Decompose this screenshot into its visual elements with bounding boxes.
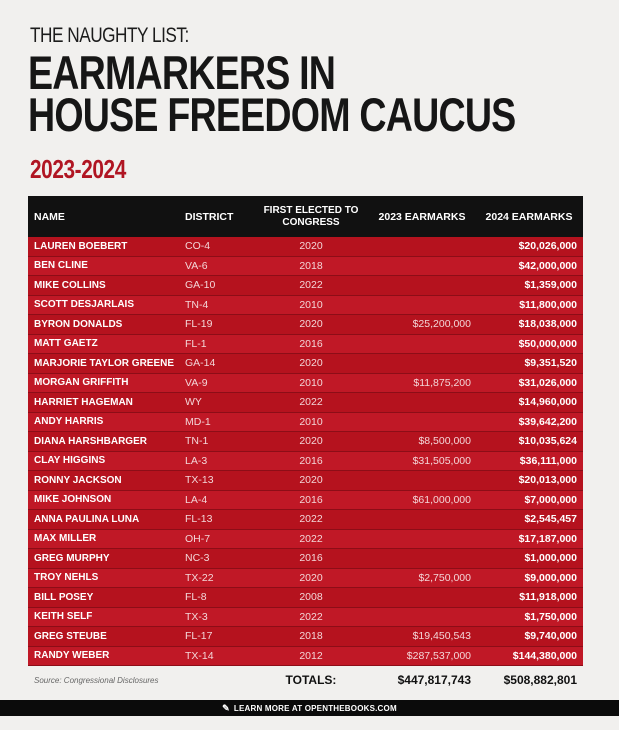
column-header-name: NAME [34, 210, 65, 223]
cell-district: TX-13 [185, 474, 214, 487]
table-row [28, 530, 583, 550]
cell-2024-earmarks: $11,800,000 [519, 298, 577, 311]
cell-first-elected: 2020 [299, 240, 323, 253]
table-row [28, 276, 583, 296]
cell-first-elected: 2022 [299, 513, 323, 526]
cell-first-elected: 2016 [299, 493, 323, 506]
cell-first-elected: 2022 [299, 396, 323, 409]
cell-2024-earmarks: $9,351,520 [524, 357, 577, 370]
total-2023: $447,817,743 [397, 673, 471, 687]
cell-name: LAUREN BOEBERT [34, 240, 128, 252]
cell-district: VA-6 [185, 259, 208, 272]
cell-name: MORGAN GRIFFITH [34, 377, 129, 389]
table-row [28, 471, 583, 491]
cell-name: CLAY HIGGINS [34, 455, 106, 467]
table-row [28, 627, 583, 647]
table-row [28, 510, 583, 530]
earmarks-table [28, 196, 583, 694]
table-row [28, 354, 583, 374]
cell-district: TX-3 [185, 610, 208, 623]
cell-district: GA-14 [185, 357, 216, 370]
cell-2023-earmarks: $287,537,000 [406, 649, 471, 662]
title-line-2: HOUSE FREEDOM CAUCUS [28, 88, 516, 141]
table-row [28, 237, 583, 257]
cell-district: FL-17 [185, 630, 213, 643]
cell-district: LA-3 [185, 454, 208, 467]
cell-name: BILL POSEY [34, 591, 94, 603]
table-row [28, 588, 583, 608]
column-header-2024: 2024 EARMARKS [485, 210, 573, 223]
table-row [28, 257, 583, 277]
cell-2023-earmarks: $19,450,543 [412, 630, 471, 643]
cell-2023-earmarks: $25,200,000 [412, 318, 471, 331]
cell-2024-earmarks: $1,359,000 [524, 279, 577, 292]
table-row [28, 315, 583, 335]
cell-first-elected: 2016 [299, 337, 323, 350]
cell-first-elected: 2012 [299, 649, 323, 662]
cell-district: FL-19 [185, 318, 213, 331]
cell-name: GREG STEUBE [34, 630, 107, 642]
cell-district: TX-14 [185, 649, 214, 662]
cell-name: RONNY JACKSON [34, 474, 122, 486]
footer-bar[interactable] [0, 700, 619, 716]
cell-2024-earmarks: $20,013,000 [518, 474, 577, 487]
cell-2024-earmarks: $17,187,000 [518, 532, 577, 545]
cell-first-elected: 2016 [299, 454, 323, 467]
cell-first-elected: 2008 [299, 591, 323, 604]
cell-2024-earmarks: $9,000,000 [524, 571, 577, 584]
cell-2024-earmarks: $11,918,000 [519, 591, 577, 604]
cell-name: BYRON DONALDS [34, 318, 123, 330]
cell-district: NC-3 [185, 552, 210, 565]
page-title [28, 46, 516, 141]
cell-name: MARJORIE TAYLOR GREENE [34, 357, 175, 369]
cell-2024-earmarks: $10,035,624 [518, 435, 577, 448]
cell-name: KEITH SELF [34, 611, 93, 623]
cell-district: OH-7 [185, 532, 211, 545]
cell-name: SCOTT DESJARLAIS [34, 299, 135, 311]
cell-district: WY [185, 396, 202, 409]
cell-first-elected: 2010 [299, 415, 323, 428]
table-row [28, 413, 583, 433]
cell-first-elected: 2020 [299, 435, 323, 448]
cell-first-elected: 2016 [299, 552, 323, 565]
cell-2023-earmarks: $31,505,000 [412, 454, 471, 467]
cell-2024-earmarks: $144,380,000 [512, 649, 577, 662]
cell-first-elected: 2020 [299, 357, 323, 370]
cell-2024-earmarks: $20,026,000 [518, 240, 577, 253]
table-row [28, 569, 583, 589]
table-row [28, 393, 583, 413]
cell-2024-earmarks: $31,026,000 [518, 376, 577, 389]
column-header-district: DISTRICT [185, 210, 234, 223]
cell-first-elected: 2018 [299, 259, 323, 272]
table-row [28, 491, 583, 511]
cell-district: GA-10 [185, 279, 216, 292]
cell-first-elected: 2020 [299, 318, 323, 331]
table-row [28, 608, 583, 628]
cell-district: TX-22 [185, 571, 214, 584]
title-line-1: EARMARKERS IN [28, 46, 336, 99]
cell-first-elected: 2022 [299, 532, 323, 545]
cell-name: GREG MURPHY [34, 552, 110, 564]
cell-district: MD-1 [185, 415, 211, 428]
cell-2024-earmarks: $42,000,000 [518, 259, 577, 272]
cell-2023-earmarks: $11,875,200 [413, 376, 471, 389]
cell-2024-earmarks: $1,750,000 [524, 610, 577, 623]
total-2024: $508,882,801 [503, 673, 577, 687]
cell-name: MATT GAETZ [34, 338, 98, 350]
cell-2024-earmarks: $14,960,000 [518, 396, 577, 409]
table-row [28, 374, 583, 394]
source-note: Source: Congressional Disclosures [34, 675, 159, 685]
cell-2024-earmarks: $2,545,457 [524, 513, 577, 526]
pen-icon: ✎ [222, 702, 230, 713]
cell-name: BEN CLINE [34, 260, 88, 272]
cell-district: TN-1 [185, 435, 209, 448]
cell-district: VA-9 [185, 376, 208, 389]
cell-name: ANNA PAULINA LUNA [34, 513, 140, 525]
table-row [28, 432, 583, 452]
column-header-2023: 2023 EARMARKS [378, 210, 466, 223]
cell-name: ANDY HARRIS [34, 416, 104, 428]
table-row [28, 335, 583, 355]
cell-2024-earmarks: $50,000,000 [518, 337, 577, 350]
cell-district: TN-4 [185, 298, 209, 311]
table-row [28, 647, 583, 667]
cell-2024-earmarks: $39,642,200 [518, 415, 577, 428]
cell-first-elected: 2010 [299, 376, 323, 389]
cell-first-elected: 2010 [299, 298, 323, 311]
cell-district: FL-13 [185, 513, 213, 526]
cell-2023-earmarks: $2,750,000 [418, 571, 471, 584]
cell-2023-earmarks: $8,500,000 [418, 435, 471, 448]
cell-name: MIKE COLLINS [34, 279, 106, 291]
cell-name: TROY NEHLS [34, 572, 99, 584]
cell-first-elected: 2022 [299, 279, 323, 292]
cell-2024-earmarks: $9,740,000 [524, 630, 577, 643]
cell-district: FL-8 [185, 591, 207, 604]
cell-2024-earmarks: $36,111,000 [519, 454, 577, 467]
cell-name: MAX MILLER [34, 533, 97, 545]
totals-row [28, 666, 583, 694]
column-header-first-elected: FIRST ELECTED TO CONGRESS [263, 204, 359, 228]
table-row [28, 296, 583, 316]
footer-link[interactable]: LEARN MORE AT OPENTHEBOOKS.COM [233, 703, 397, 713]
totals-label: TOTALS: [285, 673, 337, 687]
cell-district: FL-1 [185, 337, 207, 350]
cell-first-elected: 2022 [299, 610, 323, 623]
cell-first-elected: 2018 [299, 630, 323, 643]
cell-name: DIANA HARSHBARGER [34, 435, 147, 447]
pre-title: THE NAUGHTY LIST: [30, 24, 189, 47]
table-header [28, 196, 583, 237]
table-body [28, 237, 583, 666]
cell-2024-earmarks: $7,000,000 [524, 493, 577, 506]
cell-first-elected: 2020 [299, 571, 323, 584]
cell-district: CO-4 [185, 240, 211, 253]
cell-first-elected: 2020 [299, 474, 323, 487]
cell-name: MIKE JOHNSON [34, 494, 112, 506]
cell-name: HARRIET HAGEMAN [34, 396, 133, 408]
table-row [28, 452, 583, 472]
table-row [28, 549, 583, 569]
cell-2023-earmarks: $61,000,000 [412, 493, 471, 506]
cell-name: RANDY WEBER [34, 650, 110, 662]
cell-2024-earmarks: $1,000,000 [524, 552, 577, 565]
cell-district: LA-4 [185, 493, 208, 506]
years-subtitle: 2023-2024 [30, 154, 126, 184]
cell-2024-earmarks: $18,038,000 [518, 318, 577, 331]
